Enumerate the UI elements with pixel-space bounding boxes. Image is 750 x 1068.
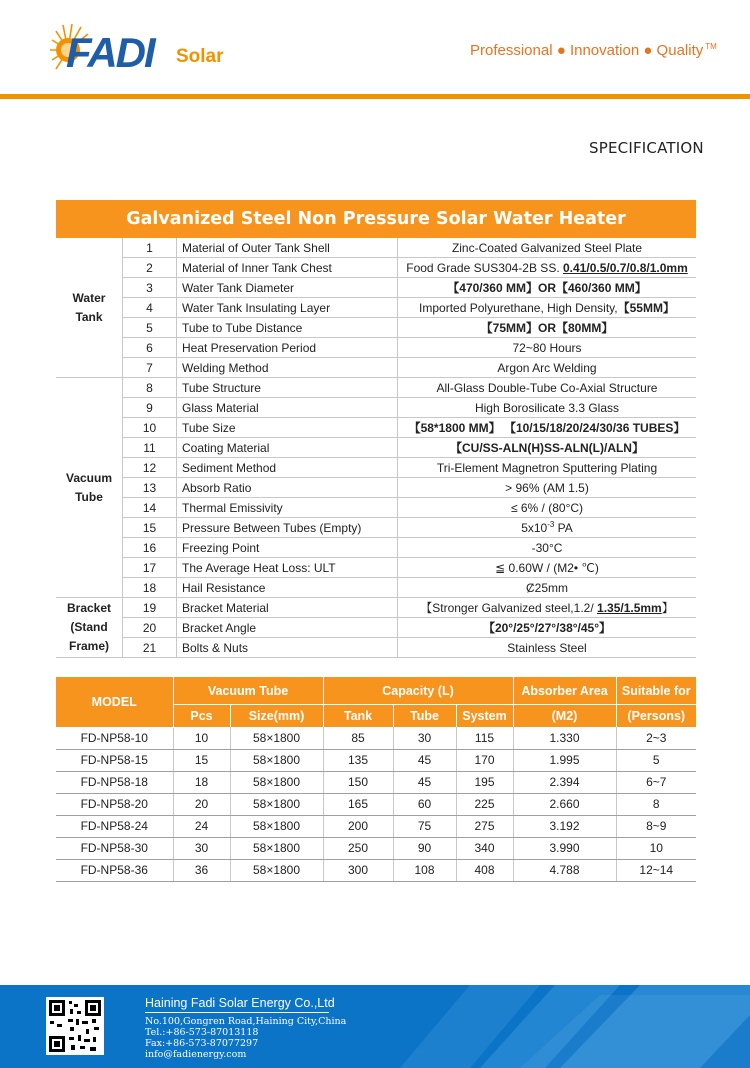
size-cell: 58×1800 [230, 727, 323, 749]
spec-value: Argon Arc Welding [398, 358, 697, 378]
size-cell: 58×1800 [230, 815, 323, 837]
pcs-cell: 10 [173, 727, 230, 749]
spec-row [56, 558, 696, 578]
tank-cell: 150 [323, 771, 393, 793]
spec-value-part: Imported Polyurethane, High Density, [419, 301, 618, 315]
persons-cell: 8 [616, 793, 696, 815]
system-cell: 195 [456, 771, 513, 793]
size-cell: 58×1800 [230, 837, 323, 859]
spec-row [56, 598, 696, 618]
header-pcs: Pcs [173, 705, 230, 728]
spec-item: Welding Method [177, 358, 398, 378]
spec-item: Absorb Ratio [177, 478, 398, 498]
tank-cell: 135 [323, 749, 393, 771]
spec-number: 10 [123, 418, 177, 438]
persons-cell: 6~7 [616, 771, 696, 793]
spec-row [56, 258, 696, 278]
model-table [56, 677, 696, 882]
size-cell: 58×1800 [230, 749, 323, 771]
header-vacuum-tube: Vacuum Tube [173, 677, 323, 705]
spec-row [56, 238, 696, 258]
header-size: Size(mm) [230, 705, 323, 728]
model-cell: FD-NP58-18 [56, 771, 173, 793]
system-cell: 408 [456, 859, 513, 881]
header-suitable-for: Suitable for [616, 677, 696, 705]
spec-value: Ȼ25mm [398, 578, 697, 598]
spec-value [398, 258, 697, 278]
spec-number: 11 [123, 438, 177, 458]
spec-item: Water Tank Diameter [177, 278, 398, 298]
footer-email: info@fadienergy.com [145, 1049, 247, 1060]
footer-fax: Fax:+86-573-87077297 [145, 1038, 259, 1049]
spec-group-line: Tube [75, 489, 103, 504]
spec-group-line: (Stand [70, 620, 108, 634]
spec-value [398, 518, 697, 538]
spec-number: 3 [123, 278, 177, 298]
persons-cell: 12~14 [616, 859, 696, 881]
footer-address: No.100,Gongren Road,Haining City,China [145, 1016, 347, 1027]
model-cell: FD-NP58-24 [56, 815, 173, 837]
header-tube: Tube [393, 705, 456, 728]
spec-row [56, 618, 696, 638]
spec-item: Water Tank Insulating Layer [177, 298, 398, 318]
system-cell: 225 [456, 793, 513, 815]
spec-item: Glass Material [177, 398, 398, 418]
tank-cell: 85 [323, 727, 393, 749]
fadi-solar-logo [48, 20, 238, 80]
spec-number: 1 [123, 238, 177, 258]
logo-solar: Solar [176, 46, 224, 67]
spec-number: 14 [123, 498, 177, 518]
absorber-cell: 3.990 [513, 837, 616, 859]
size-cell: 58×1800 [230, 793, 323, 815]
spec-value-part: 】 [661, 601, 674, 615]
persons-cell: 5 [616, 749, 696, 771]
system-cell: 115 [456, 727, 513, 749]
spec-value: All-Glass Double-Tube Co-Axial Structure [398, 378, 697, 398]
spec-item: Bolts & Nuts [177, 638, 398, 658]
size-cell: 58×1800 [230, 771, 323, 793]
spec-value-part: PA [554, 521, 573, 535]
spec-item: Bracket Material [177, 598, 398, 618]
header-absorber-unit: (M2) [513, 705, 616, 728]
table-row [56, 771, 696, 793]
spec-item: Material of Outer Tank Shell [177, 238, 398, 258]
spec-value: 【CU/SS-ALN(H)SS-ALN(L)/ALN】 [398, 438, 697, 458]
spec-group-line: Vacuum [65, 470, 113, 485]
footer-company: Haining Fadi Solar Energy Co.,Ltd [145, 996, 335, 1010]
footer-divider [145, 1012, 329, 1013]
spec-item: Thermal Emissivity [177, 498, 398, 518]
spec-number: 18 [123, 578, 177, 598]
spec-item: Material of Inner Tank Chest [177, 258, 398, 278]
tube-cell: 90 [393, 837, 456, 859]
absorber-cell: 2.394 [513, 771, 616, 793]
spec-row [56, 418, 696, 438]
system-cell: 170 [456, 749, 513, 771]
spec-number: 15 [123, 518, 177, 538]
absorber-cell: 1.995 [513, 749, 616, 771]
specification-heading: SPECIFICATION [589, 139, 704, 157]
spec-value-part: 5x10 [521, 521, 548, 535]
tank-cell: 200 [323, 815, 393, 837]
header-tank: Tank [323, 705, 393, 728]
table-row [56, 749, 696, 771]
absorber-cell: 3.192 [513, 815, 616, 837]
spec-number: 21 [123, 638, 177, 658]
spec-row [56, 578, 696, 598]
spec-group-label [56, 378, 123, 598]
header-capacity: Capacity (L) [323, 677, 513, 705]
spec-value: ≤ 6% / (80°C) [398, 498, 697, 518]
spec-number: 19 [123, 598, 177, 618]
tube-cell: 45 [393, 749, 456, 771]
pcs-cell: 15 [173, 749, 230, 771]
persons-cell: 8~9 [616, 815, 696, 837]
spec-row [56, 498, 696, 518]
spec-number: 5 [123, 318, 177, 338]
table-row [56, 859, 696, 881]
model-capacity-table [56, 677, 696, 882]
model-cell: FD-NP58-10 [56, 727, 173, 749]
spec-item: Hail Resistance [177, 578, 398, 598]
tube-cell: 108 [393, 859, 456, 881]
footer-tel: Tel.:+86-573-87013118 [145, 1027, 259, 1038]
qr-code-icon [46, 997, 104, 1055]
spec-value-part: -3 [547, 520, 555, 529]
table-row [56, 837, 696, 859]
tank-cell: 250 [323, 837, 393, 859]
spec-item: Coating Material [177, 438, 398, 458]
tank-cell: 300 [323, 859, 393, 881]
header-system: System [456, 705, 513, 728]
spec-row [56, 398, 696, 418]
tube-cell: 75 [393, 815, 456, 837]
spec-number: 16 [123, 538, 177, 558]
spec-value-part: 1.35/1.5mm [597, 601, 662, 615]
table-row [56, 815, 696, 837]
spec-item: Pressure Between Tubes (Empty) [177, 518, 398, 538]
tagline: Professional ● Innovation ● Quality ™ [470, 42, 717, 59]
spec-value: 【58*1800 MM】 【10/15/18/20/24/30/36 TUBES】 [398, 418, 697, 438]
model-cell: FD-NP58-30 [56, 837, 173, 859]
spec-item: Sediment Method [177, 458, 398, 478]
spec-value: Stainless Steel [398, 638, 697, 658]
header-absorber-area: Absorber Area [513, 677, 616, 705]
tube-cell: 45 [393, 771, 456, 793]
spec-rows [56, 238, 696, 658]
spec-number: 20 [123, 618, 177, 638]
spec-value: 【470/360 MM】OR【460/360 MM】 [398, 278, 697, 298]
spec-value [398, 298, 697, 318]
spec-number: 8 [123, 378, 177, 398]
spec-row [56, 538, 696, 558]
spec-group-line: Water [72, 290, 106, 305]
spec-row [56, 638, 696, 658]
spec-item: The Average Heat Loss: ULT [177, 558, 398, 578]
spec-row [56, 318, 696, 338]
page-footer [0, 985, 750, 1068]
spec-value: > 96% (AM 1.5) [398, 478, 697, 498]
spec-item: Tube to Tube Distance [177, 318, 398, 338]
spec-value: High Borosilicate 3.3 Glass [398, 398, 697, 418]
absorber-cell: 4.788 [513, 859, 616, 881]
spec-group-line: Frame) [68, 639, 109, 653]
spec-value: Zinc-Coated Galvanized Steel Plate [398, 238, 697, 258]
header-divider [0, 94, 750, 99]
spec-group-line: Tank [75, 309, 103, 324]
spec-value: 【20°/25°/27°/38°/45°】 [398, 618, 697, 638]
spec-value: Tri-Element Magnetron Sputtering Plating [398, 458, 697, 478]
spec-item: Bracket Angle [177, 618, 398, 638]
absorber-cell: 1.330 [513, 727, 616, 749]
spec-number: 12 [123, 458, 177, 478]
spec-row [56, 298, 696, 318]
spec-group-line: Bracket [66, 601, 112, 615]
spec-number: 4 [123, 298, 177, 318]
size-cell: 58×1800 [230, 859, 323, 881]
spec-number: 6 [123, 338, 177, 358]
model-cell: FD-NP58-15 [56, 749, 173, 771]
pcs-cell: 18 [173, 771, 230, 793]
logo-wordmark: FADI [66, 29, 154, 76]
pcs-cell: 30 [173, 837, 230, 859]
specification-table [56, 200, 696, 658]
spec-group-label [56, 598, 123, 658]
footer-decoration [0, 985, 750, 1068]
spec-row [56, 278, 696, 298]
spec-row [56, 438, 696, 458]
spec-value: ≦ 0.60W / (M2• ℃) [398, 558, 697, 578]
spec-row [56, 338, 696, 358]
tank-cell: 165 [323, 793, 393, 815]
model-cell: FD-NP58-36 [56, 859, 173, 881]
system-cell: 340 [456, 837, 513, 859]
table-row [56, 793, 696, 815]
tube-cell: 30 [393, 727, 456, 749]
spec-banner: Galvanized Steel Non Pressure Solar Water Heater [56, 200, 696, 238]
spec-row [56, 378, 696, 398]
spec-row [56, 458, 696, 478]
spec-value-part: 0.41/0.5/0.7/0.8/1.0mm [563, 260, 688, 275]
spec-value: 【75MM】OR【80MM】 [398, 318, 697, 338]
spec-row [56, 358, 696, 378]
pcs-cell: 36 [173, 859, 230, 881]
spec-number: 17 [123, 558, 177, 578]
pcs-cell: 20 [173, 793, 230, 815]
persons-cell: 10 [616, 837, 696, 859]
spec-item: Tube Structure [177, 378, 398, 398]
spec-value: 72~80 Hours [398, 338, 697, 358]
spec-item: Tube Size [177, 418, 398, 438]
table-row [56, 727, 696, 749]
spec-group-label [56, 238, 123, 378]
footer-contact [145, 1016, 346, 1060]
spec-row [56, 518, 696, 538]
persons-cell: 2~3 [616, 727, 696, 749]
absorber-cell: 2.660 [513, 793, 616, 815]
spec-value-part: 【55MM】 [617, 301, 675, 315]
spec-item: Freezing Point [177, 538, 398, 558]
pcs-cell: 24 [173, 815, 230, 837]
spec-value-part: Food Grade SUS304-2B SS. [406, 260, 560, 275]
spec-value-part: 【Stronger Galvanized steel,1.2/ [420, 601, 594, 615]
spec-row [56, 478, 696, 498]
trademark-mark: TM [705, 42, 717, 51]
spec-value: -30°C [398, 538, 697, 558]
spec-number: 2 [123, 258, 177, 278]
tube-cell: 60 [393, 793, 456, 815]
model-cell: FD-NP58-20 [56, 793, 173, 815]
spec-number: 13 [123, 478, 177, 498]
spec-number: 7 [123, 358, 177, 378]
header-model: MODEL [56, 677, 173, 727]
system-cell: 275 [456, 815, 513, 837]
spec-value [398, 598, 697, 618]
page-header [0, 0, 750, 100]
header-suitable-unit: (Persons) [616, 705, 696, 728]
spec-number: 9 [123, 398, 177, 418]
spec-item: Heat Preservation Period [177, 338, 398, 358]
